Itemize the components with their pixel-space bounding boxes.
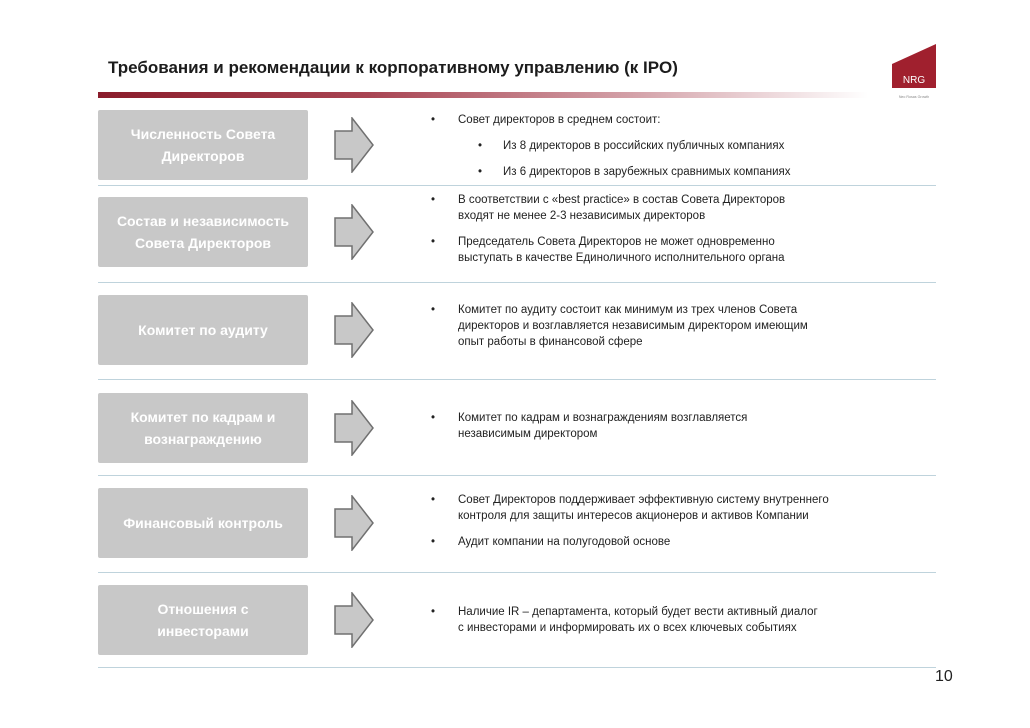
bullet-item [428, 234, 785, 266]
bullet-item [428, 192, 785, 224]
category-box [98, 585, 308, 655]
arrow-right-icon [334, 117, 374, 173]
bullet-icon: • [431, 606, 436, 618]
row-divider [98, 379, 936, 380]
requirement-items [428, 604, 818, 646]
category-box [98, 110, 308, 180]
arrow-right-icon [334, 592, 374, 648]
bullet-text-line: Совет директоров в среднем состоит: [458, 114, 661, 126]
bullet-text-line: выступать в качестве Единоличного исполнительного органа [458, 252, 785, 264]
bullet-text-line: директоров и возглавляется независимым директором имеющим [458, 320, 808, 332]
requirement-items [428, 492, 829, 560]
logo-text: NRG [902, 75, 926, 86]
logo-subtext: Neo Rosas Growth [898, 95, 930, 99]
bullet-text-line: В соответствии с «best practice» в состав Совета Директоров [458, 194, 786, 206]
bullet-icon: • [478, 166, 483, 178]
category-label-line: Комитет по аудиту [138, 322, 268, 338]
category-box [98, 295, 308, 365]
arrow-right-icon [334, 204, 374, 260]
bullet-icon: • [478, 140, 483, 152]
category-label-line: инвесторами [157, 623, 249, 639]
bullet-text-line: с инвесторами и информировать их о всех ключевых событиях [458, 622, 797, 634]
bullet-text-line: Из 6 директоров в зарубежных сравнимых компаниях [503, 166, 791, 178]
bullet-text-line: Комитет по аудиту состоит как минимум из трех членов Совета [458, 304, 798, 316]
category-label-line: Директоров [161, 148, 245, 164]
category-label-line: Численность Совета [130, 126, 276, 142]
category-box [98, 393, 308, 463]
bullet-item [428, 302, 808, 350]
category-label-line: Финансовый контроль [123, 515, 283, 531]
nrg-logo [892, 44, 936, 102]
bullet-icon: • [431, 412, 436, 424]
page-title: Требования и рекомендации к корпоративному управлению (к IPO) [108, 58, 678, 77]
row-divider [98, 667, 936, 668]
bullet-text-line: Председатель Совета Директоров не может одновременно [458, 236, 775, 248]
requirement-items [428, 410, 747, 452]
bullet-text-line: Из 8 директоров в российских публичных компаниях [503, 140, 785, 152]
bullet-item [428, 604, 818, 636]
title-underline [98, 92, 868, 98]
bullet-text-line: Наличие IR – департамента, который будет вести активный диалог [458, 606, 818, 618]
bullet-item [428, 112, 791, 128]
bullet-icon: • [431, 194, 436, 206]
category-label-line: Отношения с [157, 601, 249, 617]
bullet-icon: • [431, 536, 436, 548]
bullet-text-line: независимым директором [458, 428, 598, 440]
sub-bullet-item [428, 164, 791, 180]
bullet-text-line: контроля для защиты интересов акционеров и активов Компании [458, 510, 809, 522]
category-label-line: Состав и независимость [116, 213, 290, 229]
bullet-item [428, 410, 747, 442]
row-divider [98, 282, 936, 283]
bullet-icon: • [431, 236, 436, 248]
page-number: 10 [935, 668, 953, 685]
bullet-text-line: Совет Директоров поддерживает эффективную систему внутреннего [458, 494, 829, 506]
bullet-text-line: входят не менее 2-3 независимых директоров [458, 210, 706, 222]
arrow-right-icon [334, 495, 374, 551]
requirement-items [428, 192, 785, 276]
bullet-item [428, 534, 829, 550]
category-box [98, 488, 308, 558]
row-divider [98, 572, 936, 573]
category-box [98, 197, 308, 267]
bullet-item [428, 492, 829, 524]
arrow-right-icon [334, 400, 374, 456]
bullet-icon: • [431, 304, 436, 316]
requirement-items [428, 302, 808, 360]
arrow-right-icon [334, 302, 374, 358]
category-label-line: Комитет по кадрам и [130, 409, 276, 425]
row-divider [98, 185, 936, 186]
category-label-line: Совета Директоров [134, 235, 272, 251]
row-divider [98, 475, 936, 476]
bullet-text-line: Комитет по кадрам и вознаграждениям возглавляется [458, 412, 748, 424]
category-label-line: вознаграждению [144, 431, 262, 447]
bullet-icon: • [431, 114, 436, 126]
bullet-text-line: опыт работы в финансовой сфере [458, 336, 643, 348]
requirement-items [428, 112, 791, 190]
sub-bullet-item [428, 138, 791, 154]
bullet-text-line: Аудит компании на полугодовой основе [458, 536, 671, 548]
bullet-icon: • [431, 494, 436, 506]
